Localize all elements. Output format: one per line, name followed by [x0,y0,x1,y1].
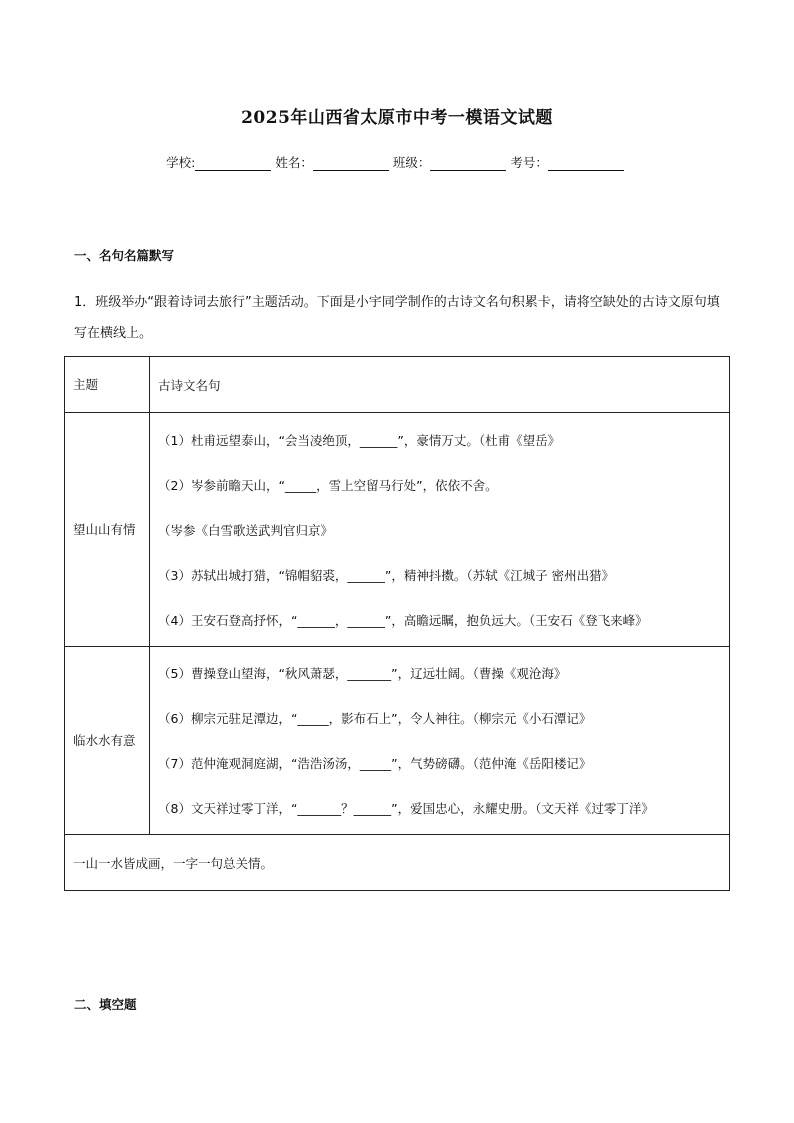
quote-line: （4）王安石登高抒怀，“______，______”，高瞻远瞩，抱负远大。（王安石《登飞来峰》 [158,613,648,628]
section-heading-2: 二、填空题 [74,997,137,1012]
header-theme: 主题 [65,357,150,413]
quote-cell-mountain [150,413,730,647]
theme-mountain: 望山山有情 [65,413,150,647]
table-footer: 一山一水皆成画，一字一句总关情。 [65,835,730,891]
poem-table [64,356,730,891]
number-label: 考号： [510,155,548,170]
class-blank[interactable] [430,156,506,171]
quote-line: （8）文天祥过零丁洋，“_______？______”，爱国忠心，永耀史册。（文天祥《过零丁洋》 [158,800,654,816]
quote-line: （5）曹操登山望海，“秋风萧瑟，_______”，辽远壮阔。（曹操《观沧海》 [158,665,567,681]
table-header-row [65,357,730,413]
class-label: 班级： [392,155,431,170]
table-footer-row [65,835,730,891]
quote-cell-water [150,647,730,835]
name-blank[interactable] [313,156,389,171]
student-info-line [0,153,794,171]
name-label: 姓名： [275,155,313,170]
quote-line: （2）岑参前瞻天山，“_____，雪上空留马行处”，依依不舍。 [158,478,498,493]
header-quote: 古诗文名句 [150,357,730,413]
theme-water: 临水水有意 [65,647,150,835]
section-heading-1: 一、名句名篇默写 [74,248,175,263]
quote-line: （3）苏轼出城打猎，“锦帽貂裘，______”，精神抖擞。（苏轼《江城子 密州出猎》 [158,568,615,583]
quote-line: （岑参《白雪歌送武判官归京》 [158,523,334,538]
number-blank[interactable] [548,156,624,171]
school-blank[interactable] [195,156,271,171]
quote-line: （1）杜甫远望泰山，“会当凌绝顶，______”，豪情万丈。（杜甫《望岳》 [158,433,561,448]
table-row [65,647,730,835]
quote-line: （7）范仲淹观洞庭湖，“浩浩汤汤，_____”，气势磅礴。（范仲淹《岳阳楼记》 [158,755,592,771]
page-title: 2025年山西省太原市中考一模语文试题 [241,108,553,128]
quote-line: （6）柳宗元驻足潭边，“_____，影布石上”，令人神往。（柳宗元《小石潭记》 [158,710,592,726]
question-1-text: 1．班级举办“跟着诗词去旅行”主题活动。下面是小宇同学制作的古诗文名句积累卡，请将空缺处的古诗文原句填写在横线上。 [74,295,720,341]
school-label: 学校: [166,155,196,170]
table-row [65,413,730,647]
